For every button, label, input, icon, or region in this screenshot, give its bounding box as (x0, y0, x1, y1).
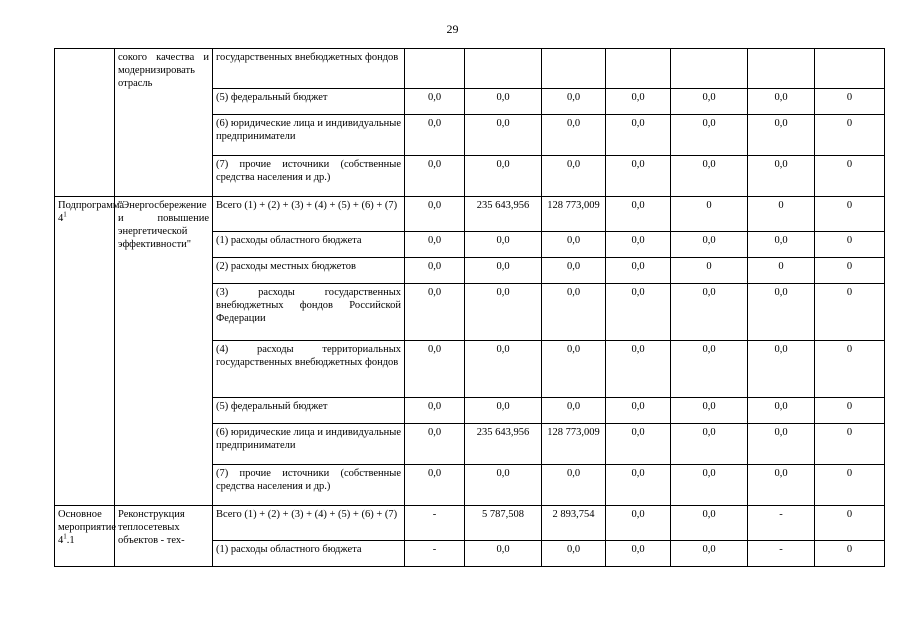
funding-value: 0,0 (405, 341, 465, 398)
funding-value: 235 643,956 (465, 424, 542, 465)
funding-value: 0,0 (671, 398, 748, 424)
funding-value: 0 (815, 398, 885, 424)
funding-value (815, 49, 885, 89)
funding-value: 0,0 (671, 115, 748, 156)
funding-value (748, 49, 815, 89)
funding-value: 0 (815, 341, 885, 398)
funding-value: 0,0 (542, 115, 606, 156)
program-code-cell (55, 506, 115, 567)
funding-value: 0,0 (671, 89, 748, 115)
funding-value: 0,0 (606, 89, 671, 115)
funding-value: 0 (815, 156, 885, 197)
funding-value: 0,0 (542, 541, 606, 567)
funding-value: 0,0 (542, 341, 606, 398)
funding-value: 0 (748, 258, 815, 284)
program-name: сокого качества и модернизировать отрасль (115, 49, 213, 197)
funding-value: 0,0 (748, 89, 815, 115)
funding-value: 0,0 (465, 341, 542, 398)
funding-value: 0,0 (606, 398, 671, 424)
funding-value: 0 (815, 232, 885, 258)
funding-source: Всего (1) + (2) + (3) + (4) + (5) + (6) + (7) (213, 197, 405, 232)
funding-value: 128 773,009 (542, 424, 606, 465)
funding-value (465, 49, 542, 89)
program-name: Реконструкция теплосетевых объектов - тех- (115, 506, 213, 567)
funding-value: 0,0 (606, 341, 671, 398)
funding-value: - (748, 506, 815, 541)
funding-value: 0 (815, 258, 885, 284)
funding-value: 0 (815, 115, 885, 156)
funding-value: 0,0 (465, 156, 542, 197)
table-row (55, 49, 885, 89)
funding-value: 0,0 (405, 232, 465, 258)
funding-value: 0,0 (405, 398, 465, 424)
funding-value: 0 (815, 89, 885, 115)
funding-value: 0 (815, 541, 885, 567)
funding-value: 0 (815, 465, 885, 506)
program-code: Основное мероприятие 4 (58, 509, 116, 546)
table-row (55, 506, 885, 541)
program-code-suffix: .1 (66, 535, 75, 546)
funding-value (542, 49, 606, 89)
funding-value: 0,0 (405, 115, 465, 156)
funding-value: 0,0 (465, 465, 542, 506)
funding-value: 0 (748, 197, 815, 232)
funding-value: 0,0 (465, 398, 542, 424)
program-code-superscript: 1 (63, 210, 67, 219)
funding-value: 0,0 (606, 232, 671, 258)
funding-value: 0 (815, 506, 885, 541)
funding-value: 0 (671, 258, 748, 284)
funding-value: 0,0 (671, 541, 748, 567)
funding-source: Всего (1) + (2) + (3) + (4) + (5) + (6) + (7) (213, 506, 405, 541)
funding-value: 2 893,754 (542, 506, 606, 541)
funding-value: 0,0 (671, 424, 748, 465)
funding-source: (3) расходы государственных внебюджетных фондов Российской Федерации (213, 284, 405, 341)
program-code-cell (55, 197, 125, 506)
funding-value: 0,0 (405, 258, 465, 284)
program-name: "Энергосбережение и повышение энергетической эффективности" (115, 197, 213, 506)
funding-value: 0,0 (606, 506, 671, 541)
funding-value: - (748, 541, 815, 567)
funding-value: 0,0 (671, 232, 748, 258)
funding-value: 0,0 (405, 465, 465, 506)
funding-value: 0,0 (405, 89, 465, 115)
funding-value: 0,0 (606, 197, 671, 232)
funding-value: 0,0 (606, 115, 671, 156)
funding-value: 0,0 (671, 284, 748, 341)
funding-source: (5) федеральный бюджет (213, 398, 405, 424)
budget-table (54, 48, 885, 567)
funding-value: 0,0 (465, 232, 542, 258)
funding-value: 0,0 (606, 284, 671, 341)
funding-value: 0,0 (606, 258, 671, 284)
program-code: Подпрограмма 4 (58, 200, 125, 224)
funding-value: - (405, 541, 465, 567)
funding-value: 0,0 (405, 197, 465, 232)
program-code-cell (55, 49, 115, 197)
funding-value: 0 (671, 197, 748, 232)
funding-value (405, 49, 465, 89)
funding-value: 5 787,508 (465, 506, 542, 541)
funding-value: 0,0 (748, 424, 815, 465)
funding-value: 0,0 (748, 156, 815, 197)
funding-value: 0,0 (671, 156, 748, 197)
funding-value: 0,0 (606, 156, 671, 197)
funding-value: 0 (815, 284, 885, 341)
funding-source: (2) расходы местных бюджетов (213, 258, 405, 284)
funding-value: 0,0 (465, 89, 542, 115)
funding-source: (6) юридические лица и индивидуальные предприниматели (213, 115, 405, 156)
program-code-superscript: 1 (63, 532, 67, 541)
funding-source: (7) прочие источники (собственные средства населения и др.) (213, 156, 405, 197)
funding-value: 0,0 (542, 398, 606, 424)
funding-value: 0,0 (748, 341, 815, 398)
funding-value: 0,0 (671, 465, 748, 506)
funding-value (606, 49, 671, 89)
funding-source: (6) юридические лица и индивидуальные предприниматели (213, 424, 405, 465)
funding-value: 0,0 (748, 465, 815, 506)
funding-value: - (405, 506, 465, 541)
funding-value: 0,0 (542, 284, 606, 341)
funding-value: 0,0 (405, 424, 465, 465)
funding-value: 0,0 (606, 424, 671, 465)
funding-value: 235 643,956 (465, 197, 542, 232)
funding-value: 0,0 (405, 156, 465, 197)
funding-source: государственных внебюджетных фондов (213, 49, 405, 89)
funding-value: 0 (815, 197, 885, 232)
funding-value: 0,0 (542, 258, 606, 284)
funding-value: 0,0 (748, 398, 815, 424)
funding-value: 0,0 (542, 465, 606, 506)
funding-value (671, 49, 748, 89)
funding-source: (4) расходы территориальных государственных внебюджетных фондов (213, 341, 405, 398)
funding-value: 0,0 (542, 89, 606, 115)
funding-value: 0,0 (542, 232, 606, 258)
funding-value: 0 (815, 424, 885, 465)
funding-value: 0,0 (465, 541, 542, 567)
funding-source: (5) федеральный бюджет (213, 89, 405, 115)
table-row (55, 197, 885, 232)
funding-value: 0,0 (542, 156, 606, 197)
funding-value: 0,0 (465, 115, 542, 156)
funding-value: 0,0 (671, 341, 748, 398)
funding-source: (1) расходы областного бюджета (213, 232, 405, 258)
funding-value: 0,0 (748, 232, 815, 258)
funding-value: 0,0 (748, 284, 815, 341)
page-number: 29 (446, 22, 459, 36)
funding-value: 128 773,009 (542, 197, 606, 232)
funding-source: (1) расходы областного бюджета (213, 541, 405, 567)
funding-value: 0,0 (405, 284, 465, 341)
funding-value: 0,0 (671, 506, 748, 541)
funding-value: 0,0 (606, 465, 671, 506)
funding-source: (7) прочие источники (собственные средства населения и др.) (213, 465, 405, 506)
funding-value: 0,0 (748, 115, 815, 156)
funding-value: 0,0 (465, 284, 542, 341)
funding-value: 0,0 (606, 541, 671, 567)
funding-value: 0,0 (465, 258, 542, 284)
